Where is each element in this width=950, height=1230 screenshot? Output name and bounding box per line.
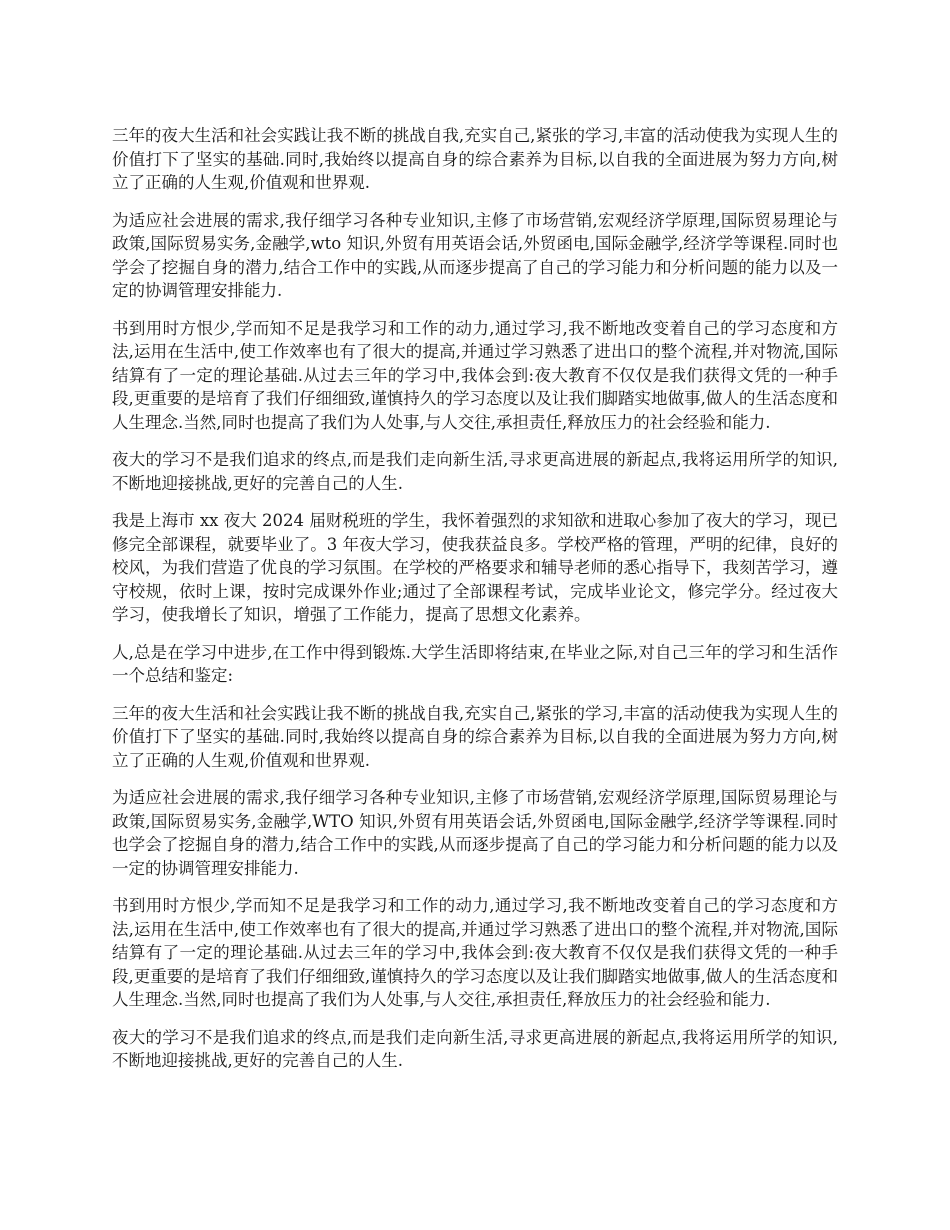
paragraph-5: 我是上海市 xx 夜大 2024 届财税班的学生，我怀着强烈的求知欲和进取心参加了夜大的学习，现已修完全部课程，就要毕业了。3 年夜大学习，使我获益良多。学校严格的管理，严明的纪律，良好的校风，为我们营造了优良的学习氛围。在学校的严格要求和辅导老师的悉心指导下，我刻苦学习，遵守校规，依时上课，按时完成课外作业;通过了全部课程考试，完成毕业论文，修完学分。经过夜大学习，使我增长了知识，增强了工作能力，提高了思想文化素养。 [112,511,838,624]
paragraph-9: 书到用时方恨少,学而知不足是我学习和工作的动力,通过学习,我不断地改变着自己的学习态度和方法,运用在生活中,使工作效率也有了很大的提高,并通过学习熟悉了进出口的整个流程,并对物流,国际结算有了一定的理论基础.从过去三年的学习中,我体会到:夜大教育不仅仅是我们获得文凭的一种手段,更重要的是培育了我们仔细细致,谨慎持久的学习态度以及让我们脚踏实地做事,做人的生活态度和人生理念.当然,同时也提高了我们为人处事,与人交往,承担责任,释放压力的社会经验和能力. [112,896,838,1009]
paragraph-3: 书到用时方恨少,学而知不足是我学习和工作的动力,通过学习,我不断地改变着自己的学习态度和方法,运用在生活中,使工作效率也有了很大的提高,并通过学习熟悉了进出口的整个流程,并对物流,国际结算有了一定的理论基础.从过去三年的学习中,我体会到:夜大教育不仅仅是我们获得文凭的一种手段,更重要的是培育了我们仔细细致,谨慎持久的学习态度以及让我们脚踏实地做事,做人的生活态度和人生理念.当然,同时也提高了我们为人处事,与人交往,承担责任,释放压力的社会经验和能力. [112,318,838,432]
paragraph-1: 三年的夜大生活和社会实践让我不断的挑战自我,充实自己,紧张的学习,丰富的活动使我为实现人生的价值打下了坚实的基础.同时,我始终以提高自身的综合素养为目标,以自我的全面进展为努力方向,树立了正确的人生观,价值观和世界观. [112,126,838,192]
paragraph-10: 夜大的学习不是我们追求的终点,而是我们走向新生活,寻求更高进展的新起点,我将运用所学的知识,不断地迎接挑战,更好的完善自己的人生. [112,1027,838,1070]
paragraph-4: 夜大的学习不是我们追求的终点,而是我们走向新生活,寻求更高进展的新起点,我将运用所学的知识,不断地迎接挑战,更好的完善自己的人生. [112,450,838,493]
paragraph-8: 为适应社会进展的需求,我仔细学习各种专业知识,主修了市场营销,宏观经济学原理,国际贸易理论与政策,国际贸易实务,金融学,WTO 知识,外贸有用英语会话,外贸函电,国际金融学,经济学等课程.同时也学会了挖掘自身的潜力,结合工作中的实践,从而逐步提高了自己的学习能力和分析问题的能力以及一定的协调管理安排能力. [112,788,838,878]
document-page [112,124,838,1087]
paragraph-2: 为适应社会进展的需求,我仔细学习各种专业知识,主修了市场营销,宏观经济学原理,国际贸易理论与政策,国际贸易实务,金融学,wto 知识,外贸有用英语会话,外贸函电,国际金融学,经济学等课程.同时也学会了挖掘自身的潜力,结合工作中的实践,从而逐步提高了自己的学习能力和分析问题的能力以及一定的协调管理安排能力. [112,210,838,300]
paragraph-7: 三年的夜大生活和社会实践让我不断的挑战自我,充实自己,紧张的学习,丰富的活动使我为实现人生的价值打下了坚实的基础.同时,我始终以提高自身的综合素养为目标,以自我的全面进展为努力方向,树立了正确的人生观,价值观和世界观. [112,703,838,770]
paragraph-6: 人,总是在学习中进步,在工作中得到锻炼.大学生活即将结束,在毕业之际,对自己三年的学习和生活作一个总结和鉴定: [112,642,838,685]
